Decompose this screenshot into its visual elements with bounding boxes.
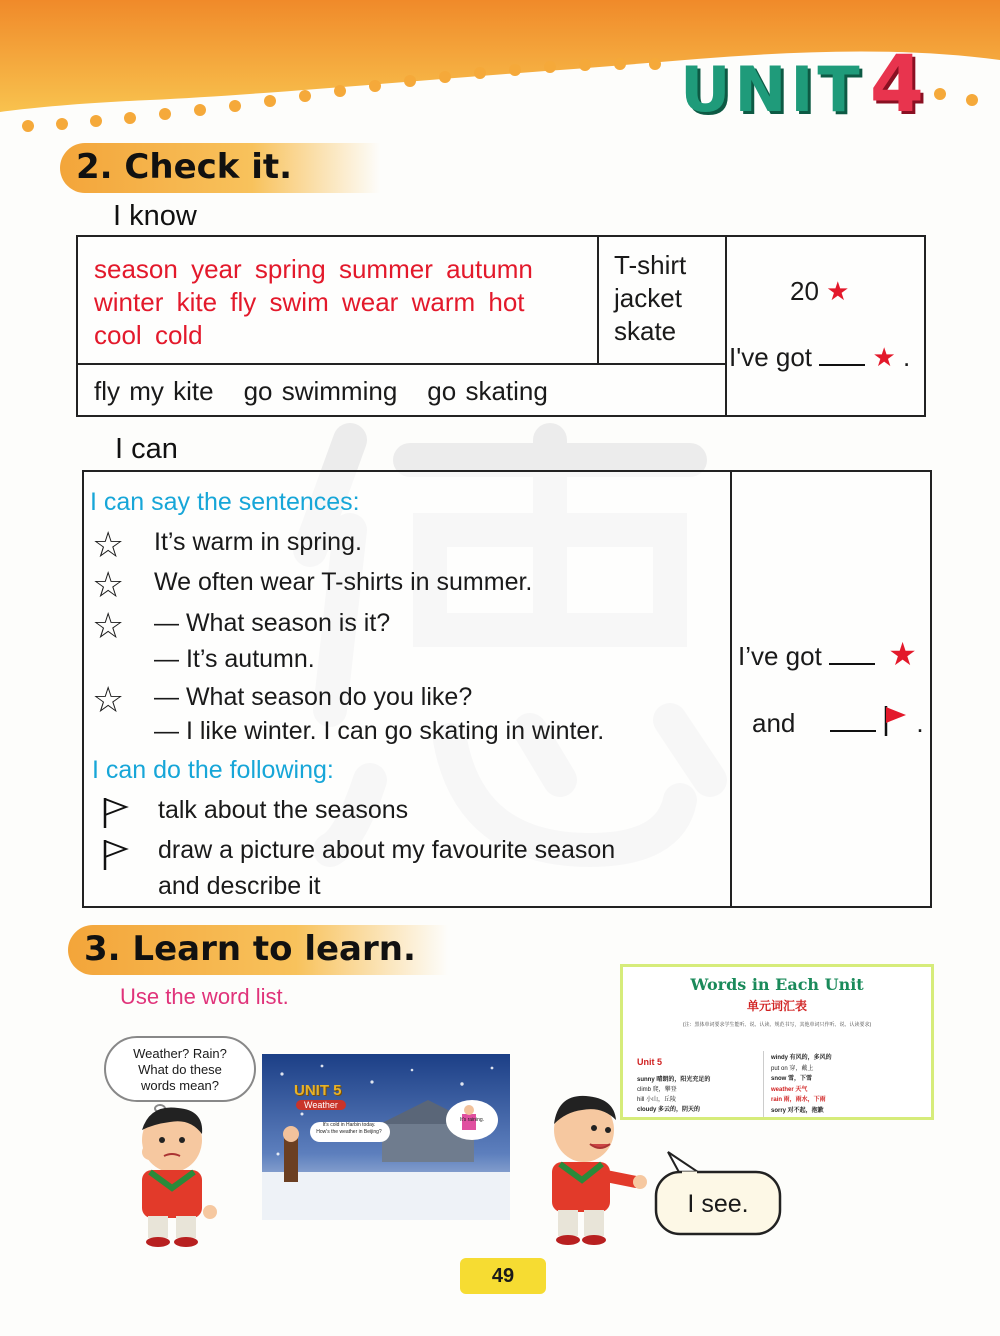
unit-number: 4 [869,40,928,130]
book-speech-line: How's the weather in Beijing? [316,1129,382,1135]
ive-got-label: I've got [729,342,813,372]
word-list-title: Words in Each Unit [690,975,864,994]
task-line: talk about the seasons [158,796,409,824]
word-list-unit: Unit 5 [637,1057,663,1067]
outline-star-icon[interactable]: ☆ [92,679,125,720]
speech-bubble-text: I see. [687,1190,749,1218]
outline-star-icon[interactable]: ☆ [92,605,125,646]
outline-star-icon[interactable]: ☆ [92,564,125,605]
vocab-word: warm [411,287,476,317]
ive-got-score: I've got ★ . [729,342,911,372]
vocab-word: T-shirt [614,250,687,280]
vocab-word: year [191,254,242,284]
word-list-title-cn: 单元词汇表 [746,999,807,1013]
vocab-red-list [94,253,584,352]
vocab-word: hot [488,287,525,317]
vocab-black-list [614,249,724,348]
do-following-heading: I can do the following: [92,756,334,784]
word-entry: sunny 晴朗的，阳光充足的 [637,1077,711,1083]
book-speech-2: It's raining. [460,1117,485,1123]
word-entry: rain 雨，雨水，下雨 [771,1097,826,1103]
i-can-table [82,470,932,908]
say-sentences-heading: I can say the sentences: [90,488,360,516]
i-can-label: I can [115,433,178,465]
book-page-illustration [262,1054,510,1220]
red-star-icon: ★ [888,636,917,672]
book-speech-line: It's cold in Harbin today. [322,1122,376,1128]
sentence-line: — I like winter. I can go skating in winter. [154,717,605,745]
word-list-divider [763,1051,764,1117]
score-number: 20 [790,276,819,306]
thought-line: Weather? Rain? [133,1046,227,1061]
vocab-word: autumn [446,254,533,284]
red-flag-icon [883,704,909,738]
instruction-text: Use the word list. [120,984,289,1009]
word-list-note: (注：黑体单词要求学生能听、说、认读、规范书写，其他单词只作听、说、认读要求) [682,1022,872,1028]
sentence-line: — What season is it? [154,609,391,637]
vocab-word: jacket [614,283,682,313]
word-entry: cloudy 多云的，阴天的 [637,1107,701,1113]
book-unit-label: UNIT 5 [294,1082,342,1099]
vocab-word: cold [154,320,203,350]
phrase: go skating [427,376,548,406]
unit-word: UNIT [680,53,864,126]
sentence-line: — What season do you like? [154,683,473,711]
thought-line: words mean? [140,1078,220,1093]
boy-pointing-illustration [538,1090,648,1250]
score-total [790,275,849,308]
page-number: 49 [460,1258,546,1294]
vocab-word: spring [254,254,326,284]
outline-star-icon[interactable]: ☆ [92,524,125,565]
word-entry: windy 有风的，多风的 [771,1055,832,1061]
vocab-word: winter [94,287,164,317]
red-star-icon: ★ [826,276,850,306]
phrase: go swimming [243,376,398,406]
vocab-word: season [94,254,178,284]
word-list-col1 [637,1075,710,1115]
word-entry: sorry 对不起，抱歉 [771,1107,824,1114]
flags-blank[interactable] [830,710,876,732]
and-flags: and . [752,704,924,740]
thought-line: What do these [138,1062,222,1077]
ive-got-label: I’ve got [738,641,822,671]
boy-thinking-illustration [120,1100,230,1250]
vocab-word: summer [338,254,433,284]
vocab-word: kite [176,287,218,317]
word-entry: weather 天气 [771,1086,808,1093]
task-line: draw a picture about my favourite season [158,836,616,864]
task-line: and describe it [158,872,321,900]
word-entry: snow 雪，下雪 [771,1076,813,1082]
outline-flag-icon[interactable] [102,838,130,872]
learn-heading: 3. Learn to learn. [68,925,448,975]
outline-flag-icon[interactable] [102,796,130,830]
book-speech [312,1122,386,1136]
book-subtitle: Weather [296,1100,346,1110]
word-list-card [620,964,934,1120]
word-list-col2 [771,1053,832,1116]
check-it-heading: 2. Check it. [60,143,380,193]
i-know-label: I know [113,200,197,232]
ive-got-stars [738,638,917,673]
sentence-line: We often wear T-shirts in summer. [154,568,533,596]
vocab-word: swim [269,287,329,317]
vocab-word: wear [341,287,399,317]
red-star-icon: ★ [872,342,896,372]
score-blank[interactable] [819,344,865,366]
word-entry: climb 爬，攀登 [637,1087,677,1093]
vocab-word: skate [614,316,677,346]
thought-bubble [104,1036,256,1102]
word-entry: put on 穿，戴上 [771,1065,814,1072]
unit-title [680,40,928,130]
phrase: fly my kite [94,376,214,406]
vocab-word: fly [230,287,257,317]
i-know-table [76,235,926,417]
sentence-line: It’s warm in spring. [154,528,362,556]
and-label: and [752,708,796,738]
sentence-line: — It’s autumn. [154,645,315,673]
stars-blank[interactable] [829,643,875,665]
word-entry: hill 小山，丘陵 [637,1097,677,1103]
phrases-row [94,375,594,408]
vocab-word: cool [94,320,142,350]
